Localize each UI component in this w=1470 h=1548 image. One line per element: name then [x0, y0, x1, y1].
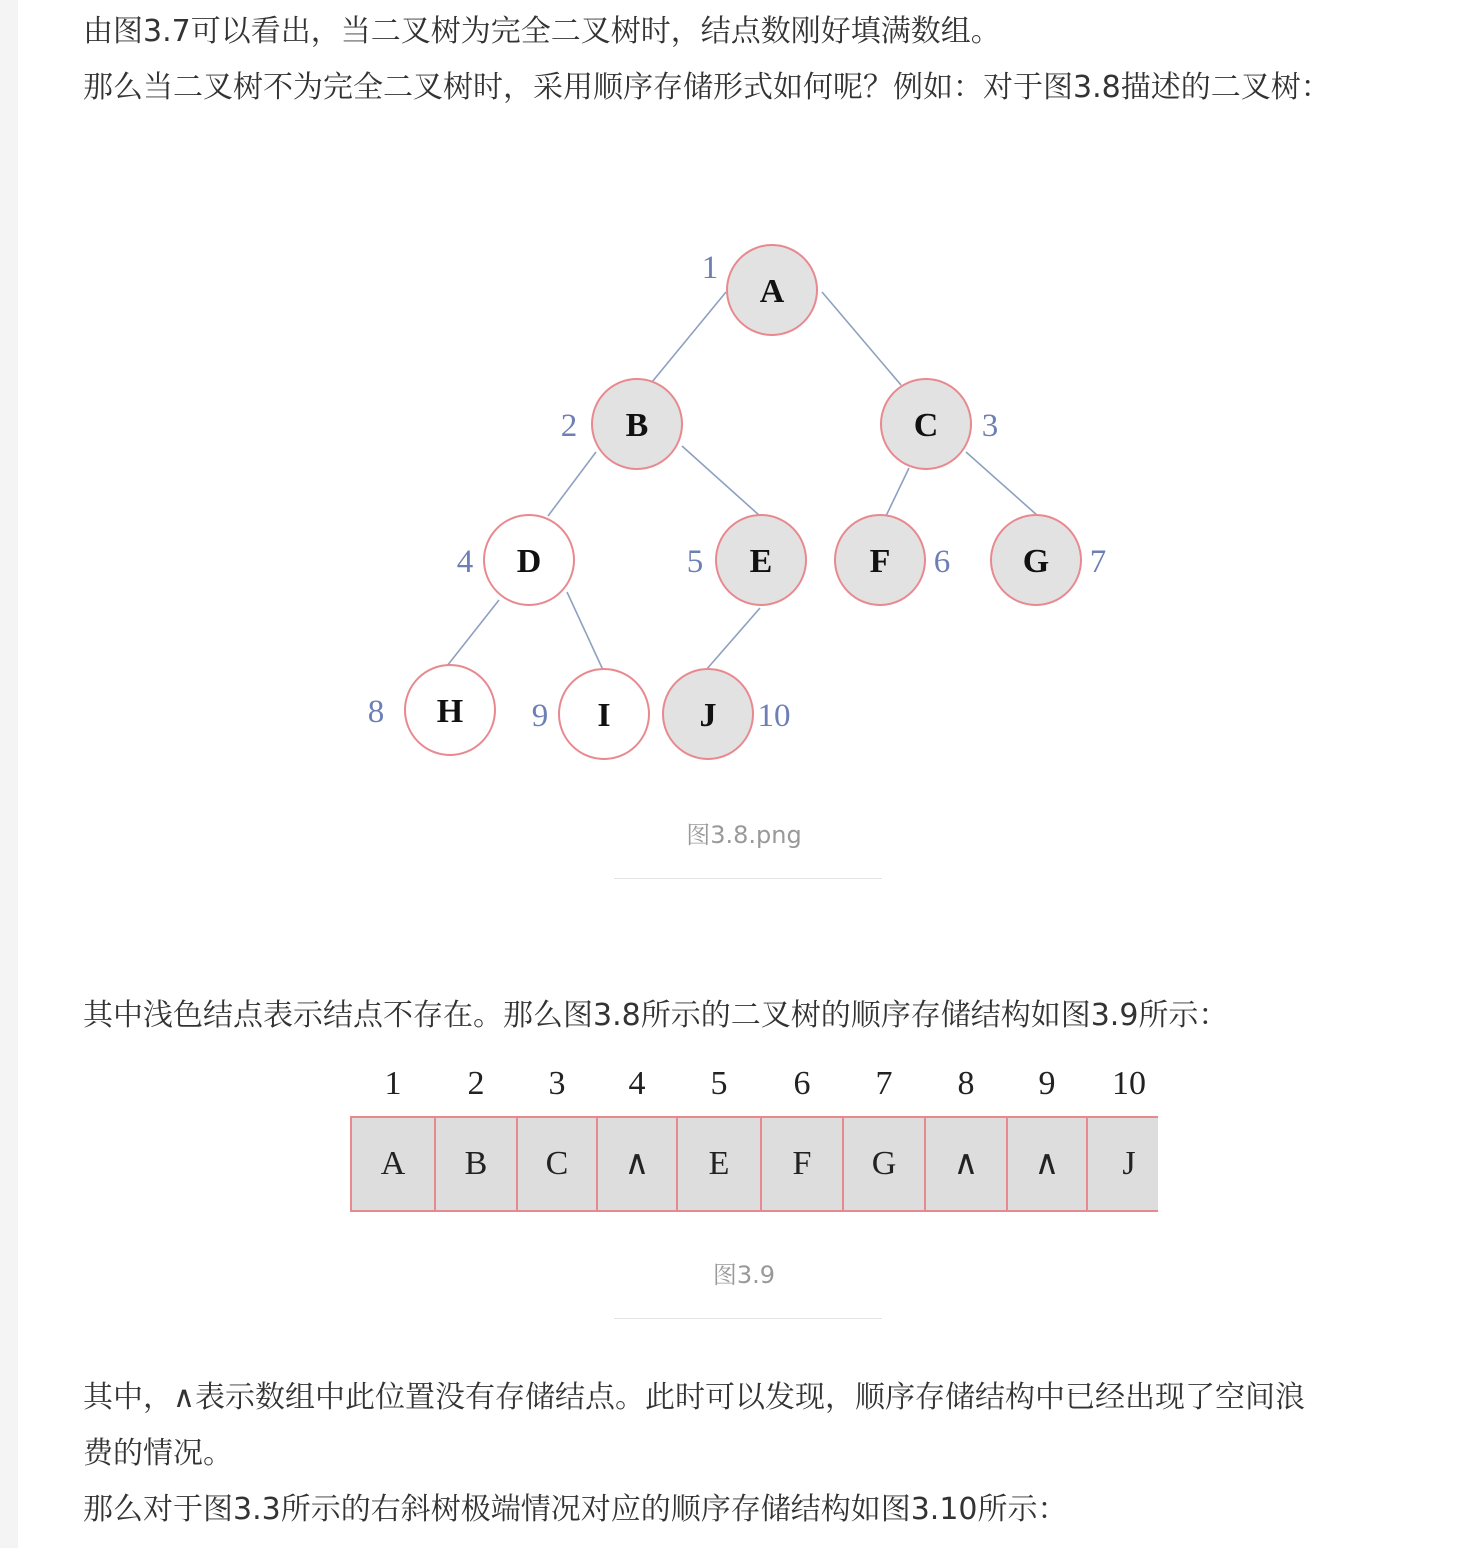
- array-index-label: 7: [875, 1065, 893, 1102]
- tree-edge: [886, 468, 909, 516]
- tree-node-h: [368, 665, 495, 755]
- tree-node-e: [687, 515, 806, 605]
- array-cells: [351, 1117, 1158, 1211]
- array-cell-value: ∧: [624, 1145, 650, 1182]
- array-cell: [597, 1117, 677, 1211]
- tree-node-label: I: [597, 697, 611, 734]
- array-index-label: 3: [548, 1065, 566, 1102]
- tree-edge: [447, 600, 499, 666]
- caption-divider: [614, 878, 882, 879]
- figure-3-8-tree: [330, 230, 1130, 775]
- tree-node-label: J: [699, 697, 717, 734]
- array-cell: [925, 1117, 1007, 1211]
- paragraph-intro: 由图3.7可以看出，当二叉树为完全二叉树时，结点数刚好填满数组。: [83, 14, 1001, 49]
- tree-node-label: F: [869, 543, 891, 580]
- array-cell: [517, 1117, 597, 1211]
- figure-3-9-array: [328, 1056, 1158, 1216]
- array-cell-value: ∧: [1034, 1145, 1060, 1182]
- array-cell-value: ∧: [953, 1145, 979, 1182]
- array-cell: [843, 1117, 925, 1211]
- tree-node-index: 3: [981, 408, 999, 444]
- tree-edge: [567, 592, 603, 670]
- paragraph-right-skewed: 那么对于图3.3所示的右斜树极端情况对应的顺序存储结构如图3.10所示：: [83, 1492, 1068, 1527]
- figure-3-9-caption: 图3.9: [712, 1261, 776, 1289]
- paragraph-waste-line2: 费的情况。: [83, 1436, 233, 1471]
- tree-node-label: G: [1022, 543, 1050, 580]
- tree-node-label: A: [759, 273, 785, 310]
- tree-edges: [447, 292, 1038, 670]
- array-cell-value: J: [1122, 1145, 1136, 1182]
- tree-node-label: E: [749, 543, 773, 580]
- array-cell: [1007, 1117, 1087, 1211]
- array-cell-value: B: [464, 1145, 488, 1182]
- array-cell: [677, 1117, 761, 1211]
- tree-node-index: 4: [456, 544, 474, 580]
- tree-node-a: [702, 245, 817, 335]
- tree-node-index: 5: [686, 544, 704, 580]
- array-cell: [351, 1117, 435, 1211]
- array-indices: [385, 1065, 1147, 1102]
- array-cell: [761, 1117, 843, 1211]
- article-page: [18, 0, 1470, 1548]
- array-index-label: 9: [1038, 1065, 1056, 1102]
- tree-edge: [652, 292, 726, 382]
- caption-divider: [614, 1318, 882, 1319]
- tree-node-d: [457, 515, 574, 605]
- tree-node-index: 2: [560, 408, 578, 444]
- array-cell: [435, 1117, 517, 1211]
- tree-edge: [682, 446, 760, 516]
- tree-node-index: 7: [1089, 544, 1107, 580]
- array-cell: [1087, 1117, 1158, 1211]
- tree-node-b: [561, 379, 682, 469]
- array-cell-value: G: [871, 1145, 897, 1182]
- tree-edge: [966, 452, 1038, 516]
- array-cell-value: F: [792, 1145, 812, 1182]
- paragraph-question: 那么当二叉树不为完全二叉树时，采用顺序存储形式如何呢？例如：对于图3.8描述的二叉树：: [83, 70, 1331, 105]
- array-index-label: 8: [957, 1065, 975, 1102]
- tree-node-c: [881, 379, 998, 469]
- tree-node-label: H: [436, 693, 464, 730]
- array-index-label: 2: [467, 1065, 485, 1102]
- array-index-label: 4: [628, 1065, 646, 1102]
- tree-node-j: [663, 669, 791, 759]
- tree-node-index: 8: [367, 694, 385, 730]
- tree-node-index: 1: [701, 250, 719, 286]
- paragraph-waste-line1: 其中，∧表示数组中此位置没有存储结点。此时可以发现，顺序存储结构中已经出现了空间浪: [83, 1380, 1305, 1415]
- tree-node-label: C: [913, 407, 939, 444]
- array-index-label: 6: [793, 1065, 811, 1102]
- tree-node-f: [835, 515, 950, 605]
- tree-edge: [822, 292, 901, 385]
- tree-nodes: [368, 245, 1107, 759]
- tree-node-index: 9: [531, 698, 549, 734]
- tree-edge: [706, 608, 760, 670]
- array-cell-value: A: [380, 1145, 406, 1182]
- array-cell-value: E: [708, 1145, 730, 1182]
- figure-3-8-caption: 图3.8.png: [686, 821, 802, 849]
- array-index-label: 5: [710, 1065, 728, 1102]
- tree-node-i: [532, 669, 649, 759]
- array-index-label: 10: [1112, 1065, 1146, 1102]
- tree-node-label: B: [625, 407, 649, 444]
- array-cell-value: C: [545, 1145, 569, 1182]
- tree-node-g: [991, 515, 1106, 605]
- tree-node-index: 10: [757, 698, 791, 734]
- tree-node-label: D: [516, 543, 542, 580]
- array-index-label: 1: [384, 1065, 402, 1102]
- tree-edge: [548, 452, 596, 516]
- tree-node-index: 6: [933, 544, 951, 580]
- paragraph-storage-description: 其中浅色结点表示结点不存在。那么图3.8所示的二叉树的顺序存储结构如图3.9所示：: [83, 998, 1229, 1033]
